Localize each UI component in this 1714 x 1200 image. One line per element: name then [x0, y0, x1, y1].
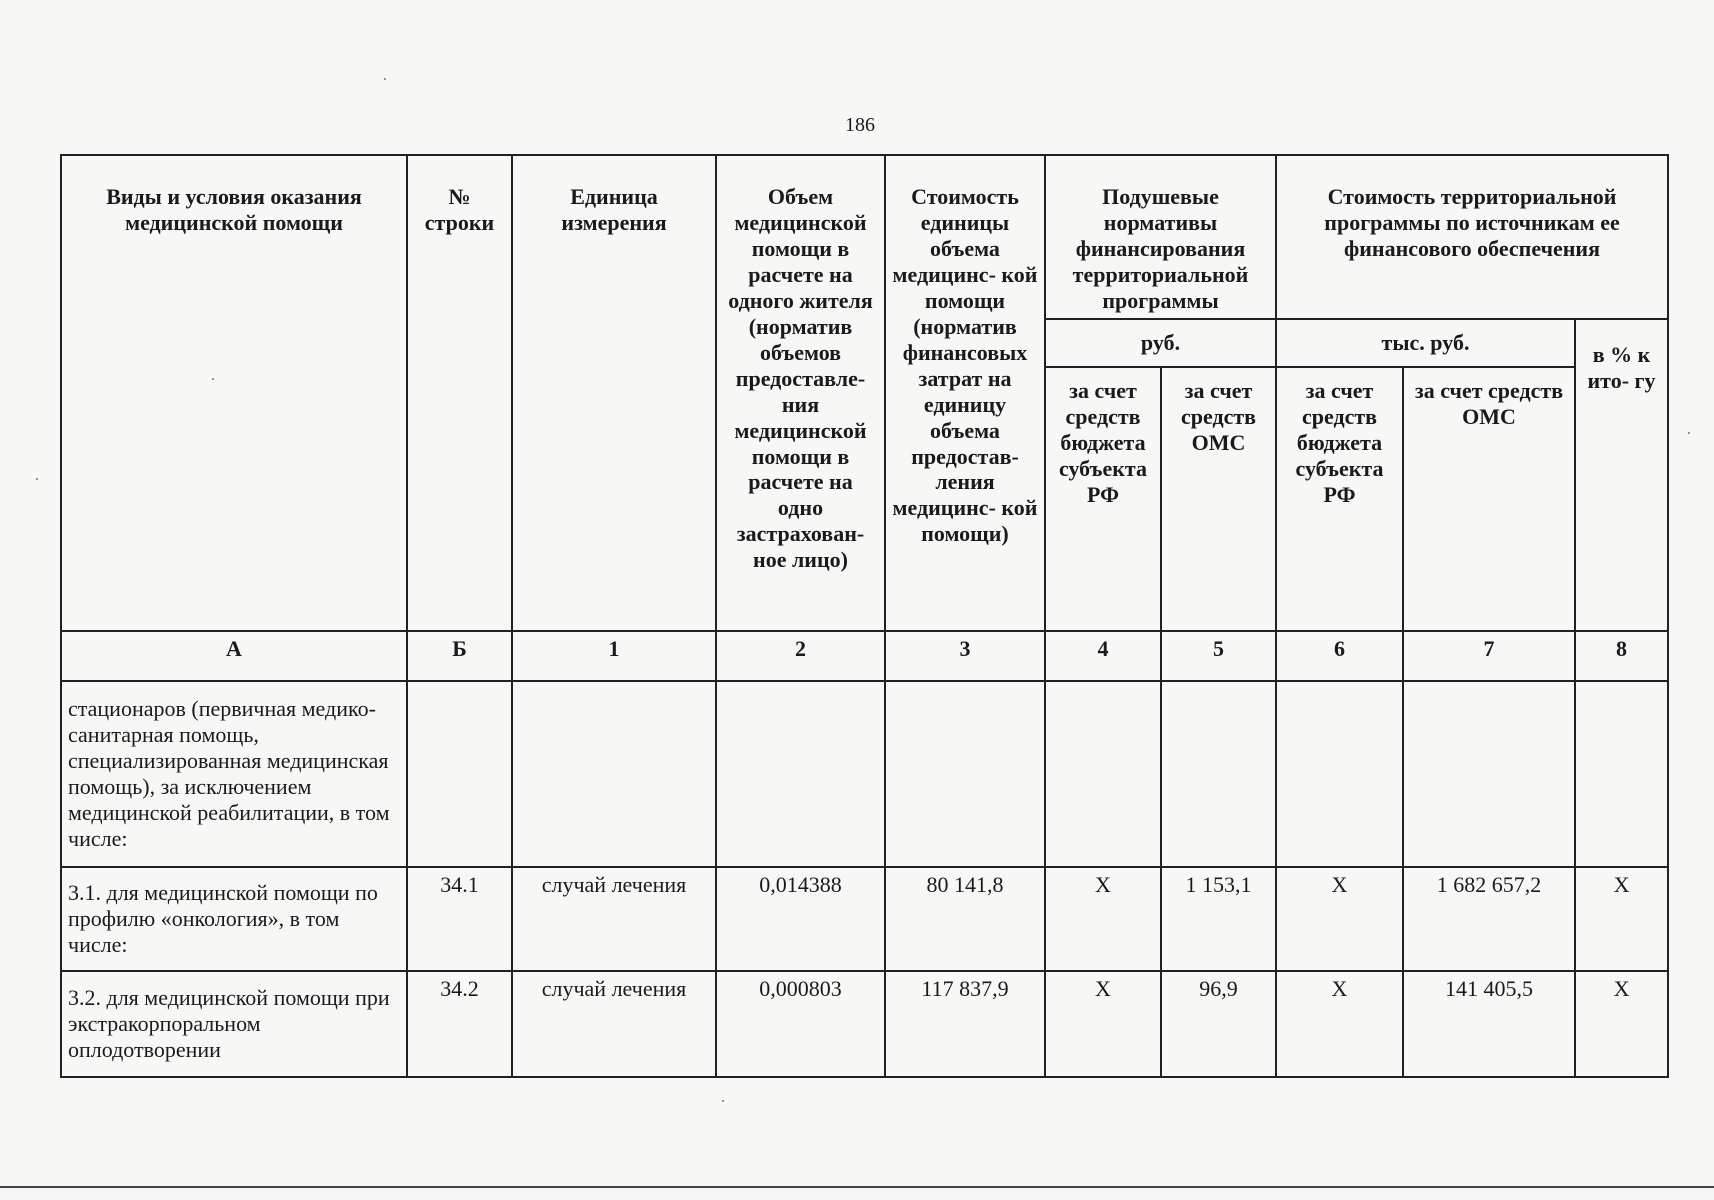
row-budget-rub — [1045, 681, 1161, 867]
column-number: 3 — [885, 631, 1045, 681]
row-unit-cost: 80 141,8 — [885, 867, 1045, 971]
header-percent-of-total: в % к ито- гу — [1575, 319, 1668, 631]
row-oms-rub: 1 153,1 — [1161, 867, 1276, 971]
row-budget-rub: X — [1045, 867, 1161, 971]
scan-speck — [722, 1100, 724, 1102]
header-kinds-of-care: Виды и условия оказания медицинской помощи — [61, 155, 407, 631]
row-oms-thousand — [1403, 681, 1575, 867]
row-volume — [716, 681, 885, 867]
row-oms-thousand: 141 405,5 — [1403, 971, 1575, 1077]
row-budget-thousand — [1276, 681, 1403, 867]
column-number: 1 — [512, 631, 716, 681]
row-line: 34.1 — [407, 867, 512, 971]
header-budget-rub: за счет средств бюджета субъекта РФ — [1045, 367, 1161, 631]
table-row — [61, 971, 1668, 1077]
row-percent — [1575, 681, 1668, 867]
row-budget-thousand: X — [1276, 971, 1403, 1077]
scan-speck — [384, 78, 386, 80]
header-unit-cost: Стоимость единицы объема медицинс- кой помощи (норматив финансовых затрат на единицу объема предостав- ления медицинс- кой помощи) — [885, 155, 1045, 631]
header-program-cost: Стоимость территориальной программы по источникам ее финансового обеспечения — [1276, 155, 1668, 319]
header-unit-rub: руб. — [1045, 319, 1276, 367]
row-unit-cost — [885, 681, 1045, 867]
table-row — [61, 681, 1668, 867]
row-name: стационаров (первичная медико-санитарная помощь, специализированная медицинская помощь), за исключением медицинской реабилитации, в том числе: — [61, 681, 407, 867]
row-budget-thousand: X — [1276, 867, 1403, 971]
header-unit-thousand-rub: тыс. руб. — [1276, 319, 1575, 367]
header-budget-thousand: за счет средств бюджета субъекта РФ — [1276, 367, 1403, 631]
scan-speck — [36, 478, 38, 480]
row-name: 3.2. для медицинской помощи при экстракорпоральном оплодотворении — [61, 971, 407, 1077]
scan-speck — [1688, 432, 1690, 434]
header-volume: Объем медицинской помощи в расчете на одного жителя (норматив объемов предоставле- ния медицинской помощи в расчете на одно застрахован- ное лицо) — [716, 155, 885, 631]
column-number: А — [61, 631, 407, 681]
row-oms-thousand: 1 682 657,2 — [1403, 867, 1575, 971]
column-number: Б — [407, 631, 512, 681]
column-number: 4 — [1045, 631, 1161, 681]
column-number: 8 — [1575, 631, 1668, 681]
row-volume: 0,000803 — [716, 971, 885, 1077]
row-line — [407, 681, 512, 867]
column-number: 7 — [1403, 631, 1575, 681]
header-unit: Единица измерения — [512, 155, 716, 631]
row-oms-rub: 96,9 — [1161, 971, 1276, 1077]
row-unit — [512, 681, 716, 867]
cost-table — [60, 154, 1669, 1078]
row-unit-cost: 117 837,9 — [885, 971, 1045, 1077]
table-row — [61, 867, 1668, 971]
row-name: 3.1. для медицинской помощи по профилю «онкология», в том числе: — [61, 867, 407, 971]
row-oms-rub — [1161, 681, 1276, 867]
column-number-row — [61, 631, 1668, 681]
scan-speck — [212, 378, 214, 380]
row-percent: X — [1575, 867, 1668, 971]
row-unit: случай лечения — [512, 867, 716, 971]
row-unit: случай лечения — [512, 971, 716, 1077]
row-budget-rub: X — [1045, 971, 1161, 1077]
column-number: 2 — [716, 631, 885, 681]
column-number: 5 — [1161, 631, 1276, 681]
header-per-capita-standards: Подушевые нормативы финансирования территориальной программы — [1045, 155, 1276, 319]
scan-bottom-edge — [0, 1186, 1714, 1188]
row-line: 34.2 — [407, 971, 512, 1077]
column-number: 6 — [1276, 631, 1403, 681]
header-oms-thousand: за счет средств ОМС — [1403, 367, 1575, 631]
header-line-number: № строки — [407, 155, 512, 631]
page-number: 186 — [845, 114, 875, 136]
header-oms-rub: за счет средств ОМС — [1161, 367, 1276, 631]
row-percent: X — [1575, 971, 1668, 1077]
row-volume: 0,014388 — [716, 867, 885, 971]
